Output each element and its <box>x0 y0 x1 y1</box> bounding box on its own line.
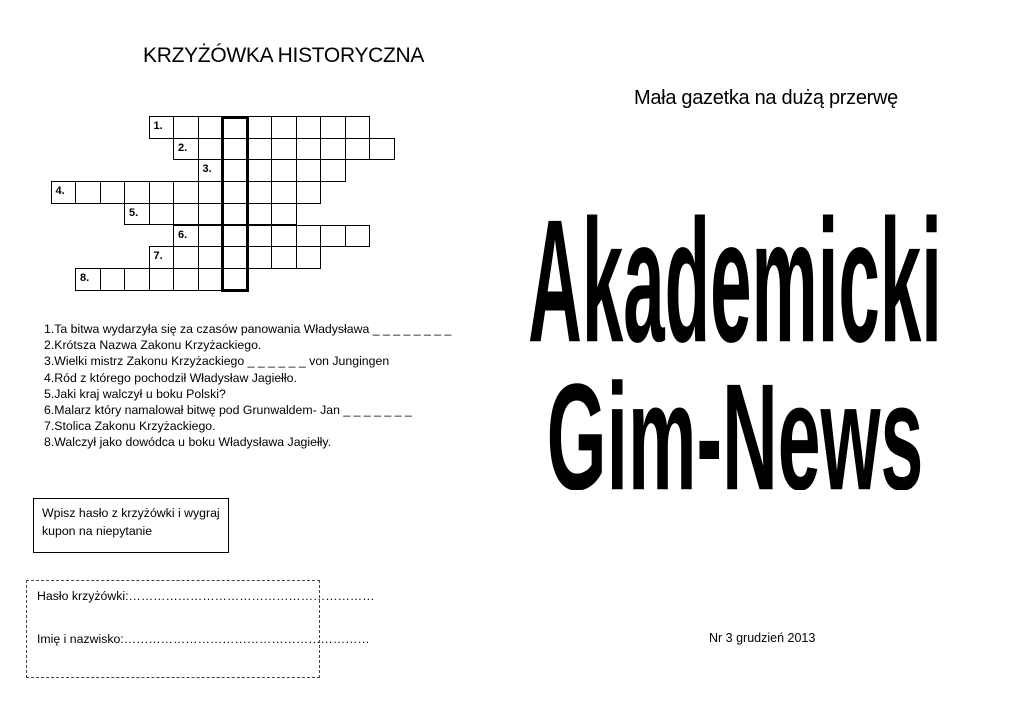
clue-2: 2.Krótsza Nazwa Zakonu Krzyżackiego. <box>44 338 262 353</box>
crossword-cell[interactable] <box>271 181 297 204</box>
crossword-cell[interactable] <box>296 225 322 248</box>
crossword-cell[interactable] <box>247 181 273 204</box>
crossword-cell[interactable] <box>247 203 273 226</box>
crossword-cell[interactable] <box>320 159 346 182</box>
entry-coupon <box>26 580 375 678</box>
clue-1: 1.Ta bitwa wydarzyła się za czasów panowania Władysława _ _ _ _ _ _ _ _ <box>44 322 452 336</box>
clue-4: 4.Ród z którego pochodził Władysław Jagiełło. <box>44 370 297 385</box>
crossword-cell[interactable] <box>320 225 346 248</box>
crossword-cell[interactable] <box>296 116 322 139</box>
password-entry-field[interactable]: Hasło krzyżówki:…………………………………………………… <box>37 589 375 603</box>
crossword-cell[interactable] <box>173 203 199 226</box>
crossword-cell[interactable] <box>296 246 322 269</box>
crossword-cell[interactable] <box>173 116 199 139</box>
newspaper-masthead <box>500 150 970 490</box>
crossword-clue-number: 2. <box>178 141 188 154</box>
crossword-cell[interactable] <box>271 246 297 269</box>
crossword-cell[interactable] <box>247 138 273 161</box>
crossword-cell[interactable] <box>271 116 297 139</box>
crossword-clue-number: 1. <box>153 120 163 132</box>
crossword-title: KRZYŻÓWKA HISTORYCZNA <box>143 44 425 67</box>
crossword-cell[interactable] <box>100 181 126 204</box>
newspaper-subtitle: Mała gazetka na dużą przerwę <box>634 87 898 109</box>
crossword-cell[interactable] <box>247 159 273 182</box>
name-entry-field[interactable]: Imię i nazwisko:…………………………………………………… <box>37 632 370 646</box>
crossword-cell[interactable] <box>173 246 199 269</box>
crossword-password-column <box>221 116 249 292</box>
crossword-cell[interactable] <box>149 268 175 291</box>
crossword-cell[interactable] <box>173 181 199 204</box>
crossword-cell[interactable] <box>320 138 346 161</box>
masthead-title-line-1: Akademicki <box>528 183 942 380</box>
crossword-cell[interactable] <box>369 138 395 161</box>
crossword-cell[interactable] <box>173 268 199 291</box>
crossword-cell[interactable] <box>149 203 175 226</box>
crossword-cell[interactable] <box>198 181 224 204</box>
crossword-cell[interactable] <box>247 116 273 139</box>
clue-6: 6.Malarz który namalował bitwę pod Grunwaldem- Jan _ _ _ _ _ _ _ <box>44 403 412 418</box>
crossword-cell[interactable] <box>198 268 224 291</box>
clue-7: 7.Stolica Zakonu Krzyżackiego. <box>44 419 216 434</box>
crossword-cell[interactable] <box>296 159 322 182</box>
prize-box <box>33 498 229 553</box>
clue-5: 5.Jaki kraj walczył u boku Polski? <box>44 386 226 401</box>
crossword-cell[interactable] <box>149 181 175 204</box>
crossword-clue-number: 4. <box>55 185 65 198</box>
crossword-cell[interactable] <box>320 116 346 139</box>
crossword-clue-number: 7. <box>153 250 163 263</box>
crossword-cell[interactable] <box>345 116 371 139</box>
crossword-cell[interactable] <box>198 116 224 139</box>
prize-line-1: Wpisz hasło z krzyżówki i wygraj <box>42 506 220 520</box>
crossword-cell[interactable] <box>271 203 297 226</box>
crossword-cell[interactable] <box>100 268 126 291</box>
crossword-clues <box>44 321 451 451</box>
clue-3: 3.Wielki mistrz Zakonu Krzyżackiego _ _ _ _ _ _ von Jungingen <box>44 354 390 369</box>
crossword-clue-number: 6. <box>178 228 188 241</box>
masthead-title-line-2: Gim-News <box>546 352 924 490</box>
prize-line-2: kupon na niepytanie <box>42 524 153 538</box>
crossword-cell[interactable] <box>124 268 150 291</box>
crossword-cell[interactable] <box>75 181 101 204</box>
crossword-cell[interactable] <box>271 138 297 161</box>
crossword-cell[interactable] <box>247 246 273 269</box>
crossword-clue-number: 5. <box>129 206 139 219</box>
crossword-cell[interactable] <box>198 138 224 161</box>
crossword-cell[interactable] <box>198 225 224 248</box>
crossword-cell[interactable] <box>124 181 150 204</box>
crossword-cell[interactable] <box>345 225 371 248</box>
crossword-cell[interactable] <box>198 203 224 226</box>
crossword-cell[interactable] <box>198 246 224 269</box>
crossword-clue-number: 8. <box>80 271 90 284</box>
crossword-cell[interactable] <box>247 225 273 248</box>
clue-8: 8.Walczył jako dowódca u boku Władysława Jagiełły. <box>44 435 332 450</box>
crossword-cell[interactable] <box>296 138 322 161</box>
issue-number: Nr 3 grudzień 2013 <box>709 631 816 645</box>
crossword-cell[interactable] <box>296 181 322 204</box>
crossword-cell[interactable] <box>271 159 297 182</box>
crossword-cell[interactable] <box>345 138 371 161</box>
crossword-clue-number: 3. <box>202 163 212 176</box>
crossword-cell[interactable] <box>271 225 297 248</box>
